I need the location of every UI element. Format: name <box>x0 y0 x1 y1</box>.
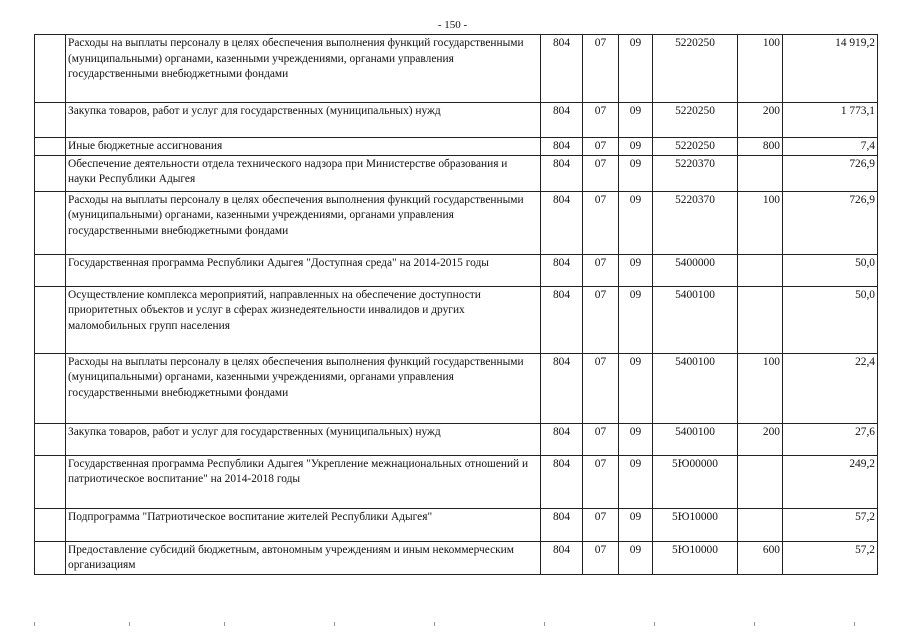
row-rz-cell: 07 <box>583 254 619 286</box>
dot-mark <box>854 622 855 626</box>
row-vr-cell <box>738 155 783 191</box>
table-row <box>35 138 878 156</box>
row-pr-cell: 09 <box>619 254 653 286</box>
row-csr-cell: 5220370 <box>653 191 738 254</box>
row-name-cell: Осуществление комплекса мероприятий, направленных на обеспечение доступности приоритетных объектов и услуг в сферах жизнедеятельности инвалидов и других маломобильных групп населения <box>66 286 541 353</box>
row-vr-cell: 100 <box>738 353 783 423</box>
dot-mark <box>129 622 130 626</box>
row-csr-cell: 5Ю10000 <box>653 541 738 574</box>
row-csr-cell: 5220250 <box>653 138 738 156</box>
budget-table <box>34 34 878 575</box>
row-csr-cell: 5220370 <box>653 155 738 191</box>
row-rz-cell: 07 <box>583 455 619 508</box>
table-row <box>35 353 878 423</box>
row-sum-cell: 57,2 <box>783 508 878 541</box>
row-pr-cell: 09 <box>619 103 653 138</box>
row-pr-cell: 09 <box>619 138 653 156</box>
row-sum-cell: 57,2 <box>783 541 878 574</box>
row-rz-cell: 07 <box>583 138 619 156</box>
row-pr-cell: 09 <box>619 35 653 103</box>
row-vr-cell: 100 <box>738 35 783 103</box>
row-sum-cell: 249,2 <box>783 455 878 508</box>
row-name-cell: Расходы на выплаты персоналу в целях обеспечения выполнения функций государственными (муниципальными) органами, казенными учреждениями, органами управления государственными внебюджетными фондами <box>66 353 541 423</box>
row-sum-cell: 27,6 <box>783 423 878 455</box>
table-row <box>35 155 878 191</box>
row-name-cell: Государственная программа Республики Адыгея "Укрепление межнациональных отношений и патриотическое воспитание" на 2014-2018 годы <box>66 455 541 508</box>
row-name-cell: Расходы на выплаты персоналу в целях обеспечения выполнения функций государственными (муниципальными) органами, казенными учреждениями, органами управления государственными внебюджетными фондами <box>66 191 541 254</box>
row-vr-cell <box>738 455 783 508</box>
row-spacer-cell <box>35 423 66 455</box>
row-spacer-cell <box>35 541 66 574</box>
row-name-cell: Обеспечение деятельности отдела технического надзора при Министерстве образования и науки Республики Адыгея <box>66 155 541 191</box>
row-ved-cell: 804 <box>541 254 583 286</box>
dot-mark <box>754 622 755 626</box>
row-spacer-cell <box>35 508 66 541</box>
row-ved-cell: 804 <box>541 455 583 508</box>
bottom-dotted-line <box>34 622 878 628</box>
row-csr-cell: 5Ю00000 <box>653 455 738 508</box>
budget-table-body <box>35 35 878 575</box>
row-name-cell: Предоставление субсидий бюджетным, автономным учреждениям и иным некоммерческим организациям <box>66 541 541 574</box>
row-vr-cell <box>738 286 783 353</box>
table-row <box>35 423 878 455</box>
table-row <box>35 191 878 254</box>
row-ved-cell: 804 <box>541 155 583 191</box>
row-rz-cell: 07 <box>583 286 619 353</box>
row-spacer-cell <box>35 103 66 138</box>
page-number: - 150 - <box>437 19 468 31</box>
row-sum-cell: 50,0 <box>783 254 878 286</box>
row-spacer-cell <box>35 191 66 254</box>
row-vr-cell: 600 <box>738 541 783 574</box>
row-ved-cell: 804 <box>541 35 583 103</box>
row-vr-cell <box>738 508 783 541</box>
table-row <box>35 286 878 353</box>
row-pr-cell: 09 <box>619 455 653 508</box>
row-spacer-cell <box>35 35 66 103</box>
row-pr-cell: 09 <box>619 508 653 541</box>
row-sum-cell: 14 919,2 <box>783 35 878 103</box>
row-name-cell: Расходы на выплаты персоналу в целях обеспечения выполнения функций государственными (муниципальными) органами, казенными учреждениями, органами управления государственными внебюджетными фондами <box>66 35 541 103</box>
dot-mark <box>34 622 35 626</box>
dot-mark <box>224 622 225 626</box>
row-rz-cell: 07 <box>583 423 619 455</box>
row-sum-cell: 726,9 <box>783 191 878 254</box>
row-csr-cell: 5220250 <box>653 35 738 103</box>
row-name-cell: Иные бюджетные ассигнования <box>66 138 541 156</box>
dot-mark <box>434 622 435 626</box>
row-csr-cell: 5400000 <box>653 254 738 286</box>
row-name-cell: Закупка товаров, работ и услуг для государственных (муниципальных) нужд <box>66 423 541 455</box>
row-sum-cell: 726,9 <box>783 155 878 191</box>
row-sum-cell: 50,0 <box>783 286 878 353</box>
row-vr-cell: 200 <box>738 103 783 138</box>
row-ved-cell: 804 <box>541 541 583 574</box>
row-ved-cell: 804 <box>541 508 583 541</box>
row-pr-cell: 09 <box>619 423 653 455</box>
row-rz-cell: 07 <box>583 191 619 254</box>
table-row <box>35 35 878 103</box>
row-name-cell: Государственная программа Республики Адыгея "Доступная среда" на 2014-2015 годы <box>66 254 541 286</box>
dot-mark <box>654 622 655 626</box>
row-csr-cell: 5400100 <box>653 286 738 353</box>
table-row <box>35 254 878 286</box>
row-pr-cell: 09 <box>619 541 653 574</box>
row-ved-cell: 804 <box>541 286 583 353</box>
row-rz-cell: 07 <box>583 103 619 138</box>
row-csr-cell: 5Ю10000 <box>653 508 738 541</box>
row-ved-cell: 804 <box>541 138 583 156</box>
row-pr-cell: 09 <box>619 286 653 353</box>
row-csr-cell: 5220250 <box>653 103 738 138</box>
row-spacer-cell <box>35 455 66 508</box>
table-row <box>35 541 878 574</box>
row-ved-cell: 804 <box>541 191 583 254</box>
row-ved-cell: 804 <box>541 423 583 455</box>
row-vr-cell: 800 <box>738 138 783 156</box>
row-rz-cell: 07 <box>583 35 619 103</box>
row-spacer-cell <box>35 155 66 191</box>
table-row <box>35 455 878 508</box>
row-rz-cell: 07 <box>583 541 619 574</box>
row-ved-cell: 804 <box>541 103 583 138</box>
row-ved-cell: 804 <box>541 353 583 423</box>
row-spacer-cell <box>35 353 66 423</box>
row-rz-cell: 07 <box>583 155 619 191</box>
row-spacer-cell <box>35 138 66 156</box>
row-rz-cell: 07 <box>583 508 619 541</box>
row-name-cell: Подпрограмма "Патриотическое воспитание жителей Республики Адыгея" <box>66 508 541 541</box>
row-pr-cell: 09 <box>619 353 653 423</box>
row-vr-cell <box>738 254 783 286</box>
row-rz-cell: 07 <box>583 353 619 423</box>
row-sum-cell: 1 773,1 <box>783 103 878 138</box>
row-pr-cell: 09 <box>619 191 653 254</box>
row-vr-cell: 200 <box>738 423 783 455</box>
dot-mark <box>544 622 545 626</box>
row-sum-cell: 7,4 <box>783 138 878 156</box>
row-name-cell: Закупка товаров, работ и услуг для государственных (муниципальных) нужд <box>66 103 541 138</box>
row-spacer-cell <box>35 254 66 286</box>
row-sum-cell: 22,4 <box>783 353 878 423</box>
dot-mark <box>334 622 335 626</box>
row-spacer-cell <box>35 286 66 353</box>
table-row <box>35 103 878 138</box>
table-row <box>35 508 878 541</box>
row-vr-cell: 100 <box>738 191 783 254</box>
row-csr-cell: 5400100 <box>653 423 738 455</box>
row-csr-cell: 5400100 <box>653 353 738 423</box>
row-pr-cell: 09 <box>619 155 653 191</box>
